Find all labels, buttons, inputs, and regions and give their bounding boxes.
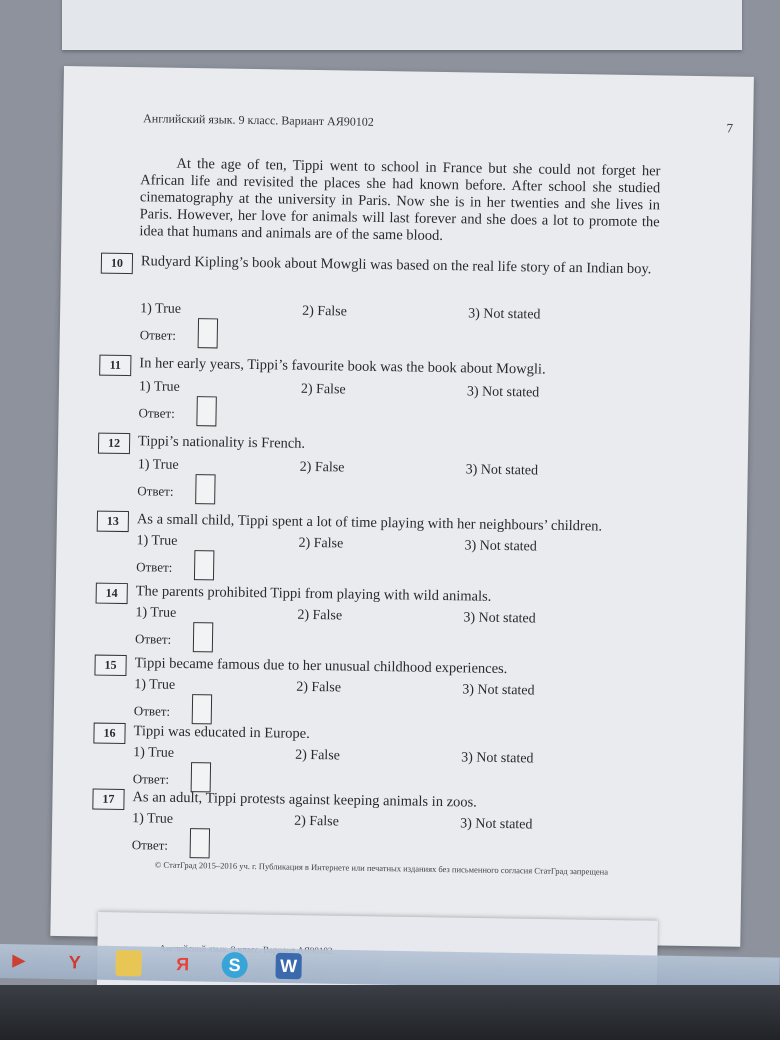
answer-box[interactable] [190, 828, 210, 858]
answer-box[interactable] [192, 694, 212, 724]
monitor-bezel [0, 985, 780, 1040]
question-text: Tippi was educated in Europe. [133, 723, 310, 742]
page-header [143, 111, 734, 136]
option-not-stated: 3) Not stated [460, 816, 533, 833]
option-false: 2) False [302, 303, 348, 320]
question-15 [95, 655, 655, 719]
folder-icon[interactable] [115, 950, 141, 976]
option-false: 2) False [300, 381, 346, 398]
answer-label: Ответ: [137, 483, 174, 499]
option-true: 1) True [134, 677, 176, 693]
option-true: 1) True [138, 379, 180, 395]
exam-page [50, 66, 754, 947]
question-text: As an adult, Tippi protests against keeping animals in zoos. [132, 789, 477, 811]
question-number: 16 [93, 723, 125, 745]
reading-passage [139, 155, 660, 248]
question-text: In her early years, Tippi’s favourite book was the book about Mowgli. [139, 355, 546, 378]
answer-options [135, 605, 655, 633]
answer-label: Ответ: [133, 703, 171, 719]
question-11 [99, 355, 659, 421]
question-text: As a small child, Tippi spent a lot of time playing with her neighbours’ children. [136, 511, 603, 535]
question-text: Rudyard Kipling’s book about Mowgli was based on the real life story of an Indian boy. [140, 253, 652, 278]
answer-label: Ответ: [134, 631, 172, 647]
answer-options [136, 533, 656, 561]
question-14 [96, 583, 656, 647]
play-icon[interactable]: ▶ [12, 952, 26, 970]
answer-box[interactable] [193, 622, 213, 652]
answer-options [133, 745, 653, 773]
question-number: 14 [96, 583, 128, 605]
answer-options [134, 677, 654, 705]
skype-icon[interactable]: S [221, 952, 247, 978]
question-text: Tippi became famous due to her unusual childhood experiences. [134, 655, 508, 678]
question-number: 10 [101, 253, 133, 275]
question-10 [101, 253, 661, 343]
question-number: 11 [99, 355, 131, 377]
question-12 [98, 433, 658, 499]
passage-paragraph: At the age of ten, Tippi went to school in France but she could not forget her African life and revisited the places she had known before. After school she studied cinematography at the university in Paris. Now she is in her twenties and she lives in Paris. However, her love for animals will last forever and she does a lot to promote the idea that humans and animals are of the same blood. [139, 155, 661, 244]
answer-options [139, 379, 659, 407]
answer-options [132, 811, 652, 839]
option-not-stated: 3) Not stated [466, 384, 540, 401]
question-16 [94, 723, 654, 787]
answer-options [138, 457, 658, 485]
option-false: 2) False [295, 747, 341, 764]
option-not-stated: 3) Not stated [465, 462, 539, 479]
option-false: 2) False [299, 459, 345, 476]
answer-label: Ответ: [138, 405, 175, 421]
copyright-footer: © СтатГрад 2015–2016 уч. г. Публикация в Интернете или печатных изданиях без письменного согласия СтатГрад запрещена [154, 859, 609, 877]
option-true: 1) True [136, 533, 178, 549]
option-not-stated: 3) Not stated [462, 682, 535, 699]
answer-box[interactable] [196, 396, 216, 426]
option-true: 1) True [137, 457, 179, 473]
question-text: Tippi’s nationality is French. [137, 433, 306, 452]
question-number: 13 [97, 511, 129, 533]
option-true: 1) True [135, 605, 177, 621]
answer-box[interactable] [198, 318, 218, 348]
page-number: 7 [726, 120, 734, 136]
option-true: 1) True [133, 745, 175, 761]
answer-label: Ответ: [132, 771, 170, 787]
option-false: 2) False [294, 813, 339, 830]
yandex-icon[interactable]: Я [176, 954, 190, 975]
page-subject: Английский язык. 9 класс. Вариант АЯ90102 [143, 111, 374, 129]
answer-box[interactable] [194, 550, 214, 580]
answer-box[interactable] [195, 474, 215, 504]
option-false: 2) False [298, 535, 344, 552]
option-true: 1) True [132, 811, 174, 827]
question-17 [93, 789, 653, 853]
option-not-stated: 3) Not stated [464, 538, 537, 555]
option-false: 2) False [296, 679, 342, 696]
question-text: The parents prohibited Tippi from playing with wild animals. [135, 583, 492, 605]
option-true: 1) True [140, 301, 182, 317]
previous-page [62, 0, 742, 50]
option-not-stated: 3) Not stated [461, 750, 534, 767]
answer-label: Ответ: [139, 327, 177, 343]
question-number: 12 [98, 433, 130, 455]
question-number: 15 [94, 655, 126, 677]
answer-box[interactable] [191, 762, 211, 792]
answer-label: Ответ: [131, 837, 169, 853]
answer-options [140, 301, 660, 329]
option-not-stated: 3) Not stated [463, 610, 536, 627]
question-13 [97, 511, 657, 575]
option-not-stated: 3) Not stated [468, 306, 541, 323]
answer-label: Ответ: [136, 559, 173, 575]
question-number: 17 [92, 789, 124, 811]
word-icon[interactable]: W [275, 953, 301, 979]
option-false: 2) False [297, 607, 343, 624]
yandex-browser-icon[interactable]: Y [68, 952, 81, 973]
